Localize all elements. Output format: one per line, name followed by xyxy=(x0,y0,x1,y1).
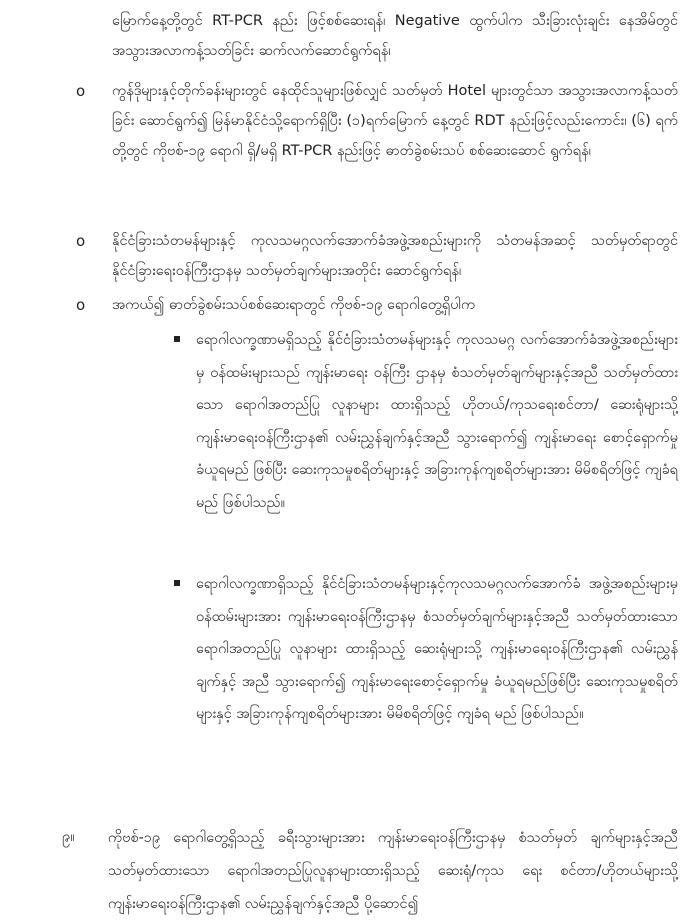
square-bullet-icon xyxy=(174,336,180,342)
bullet-item-diplomats: နိုင်ငံခြားသံတမန်များနှင့် ကုလသမဂ္ဂလက်အောက်ခံအဖွဲ့အစည်းများကို သံတမန်အဆင့် သတ်မှတ်ရာတွင် နိုင်ငံခြားရေးဝန်ကြီးဌာနမှ သတ်မှတ်ချက်များအတိုင်း ဆောင်ရွက်ရန်၊ xyxy=(112,233,678,279)
subitem-asymptomatic: ရောဂါလက္ခဏာမရှိသည့် နိုင်ငံခြားသံတမန်များနှင့် ကုလသမဂ္ဂ လက်အောက်ခံအဖွဲ့အစည်းများမှ ဝန်ထမ်းများသည် ကျန်းမာရေး ဝန်ကြီး ဌာနမှ စံသတ်မှတ်ချက်များနှင့်အညီ သတ်မှတ်ထားသော ရောဂါအတည်ပြု လူနာများ ထားရှိသည့် ဟိုတယ်/ကုသရေးစင်တာ/ ဆေးရုံများသို့ ကျန်းမာရေးဝန်ကြီးဌာန၏ လမ်းညွှန်ချက်နှင့်အညီ သွားရောက်၍ ကျန်းမာရေး စောင့်ရှောက်မှုခံယူရမည် ဖြစ်ပြီး ဆေးကုသမှုစရိတ်များနှင့် အခြားကုန်ကျစရိတ်များအား မိမိစရိတ်ဖြင့် ကျခံရမည် ဖြစ်ပါသည်။ xyxy=(196,332,678,511)
bullet-marker: o xyxy=(76,232,86,250)
bullet-marker: o xyxy=(76,296,86,314)
subitem-symptomatic: ရောဂါလက္ခဏာရှိသည့် နိုင်ငံခြားသံတမန်များနှင့်ကုလသမဂ္ဂလက်အောက်ခံ အဖွဲ့အစည်းများမှ ဝန်ထမ်းများအား ကျန်းမာရေးဝန်ကြီးဌာနမှ စံသတ်မှတ်ချက်များနှင့်အညီ သတ်မှတ်ထားသော ရောဂါအတည်ပြု လူနာများ ထားရှိသည့် ဆေးရုံများသို့ ကျန်းမာရေးဝန်ကြီးဌာန၏ လမ်းညွှန်ချက်နှင့် အညီ သွားရောက်၍ ကျန်းမာရေးစောင့်ရှောက်မှု ခံယူရမည်ဖြစ်ပြီး ဆေးကုသမှုစရိတ်များနှင့် အခြားကုန်ကျစရိတ်များအား မိမိစရိတ်ဖြင့် ကျခံရ မည် ဖြစ်ပါသည်။ xyxy=(196,576,678,722)
section-number: ၉။ xyxy=(62,829,75,845)
section-9-paragraph: ကိုဗစ်-၁၉ ရောဂါတွေ့ရှိသည့် ခရီးသွားများအား ကျန်းမာရေးဝန်ကြီးဌာနမှ စံသတ်မှတ် ချက်များနှင့်အညီ သတ်မှတ်ထားသော ရောဂါအတည်ပြုလူနာများထားရှိသည့် ဆေးရုံ/ကုသ ရေး စင်တာ/ဟိုတယ်များသို့ ကျန်းမာရေးဝန်ကြီးဌာန၏ လမ်းညွှန်ချက်နှင့်အညီ ပို့ဆောင်၍ xyxy=(108,830,678,912)
square-bullet-icon xyxy=(174,580,180,586)
continuation-paragraph: မြောက်နေ့တို့တွင် RT-PCR နည်း ဖြင့်စစ်ဆေးရန်၊ Negative ထွက်ပါက သီးခြားလုံးချင်း နေအိမ်တွင် အသွားအလာကန့်သတ်ခြင်း ဆက်လက်ဆောင်ရွက်ရန်၊ xyxy=(112,13,678,59)
bullet-item-positive-case: အကယ်၍ ဓာတ်ခွဲစမ်းသပ်စစ်ဆေးရာတွင် ကိုဗစ်-၁၉ ရောဂါတွေ့ရှိပါက xyxy=(112,297,476,313)
bullet-item-condo: ကွန်ဒိုများနှင့်တိုက်ခန်းများတွင် နေထိုင်သူများဖြစ်လျှင် သတ်မှတ် Hotel များတွင်သာ အသွားအလာကန့်သတ်ခြင်း ဆောင်ရွက်၍ မြန်မာနိုင်ငံသို့ရောက်ရှိပြီး (၁)ရက်မြောက် နေ့တွင် RDT နည်းဖြင့်လည်းကောင်း၊ (၆) ရက် တို့တွင် ကိုဗစ်-၁၉ ရောဂါ ရှိ/မရှိ RT-PCR နည်းဖြင့် ဓာတ်ခွဲစမ်းသပ် စစ်ဆေးဆောင် ရွက်ရန်၊ xyxy=(112,83,678,159)
bullet-marker: o xyxy=(76,82,86,100)
